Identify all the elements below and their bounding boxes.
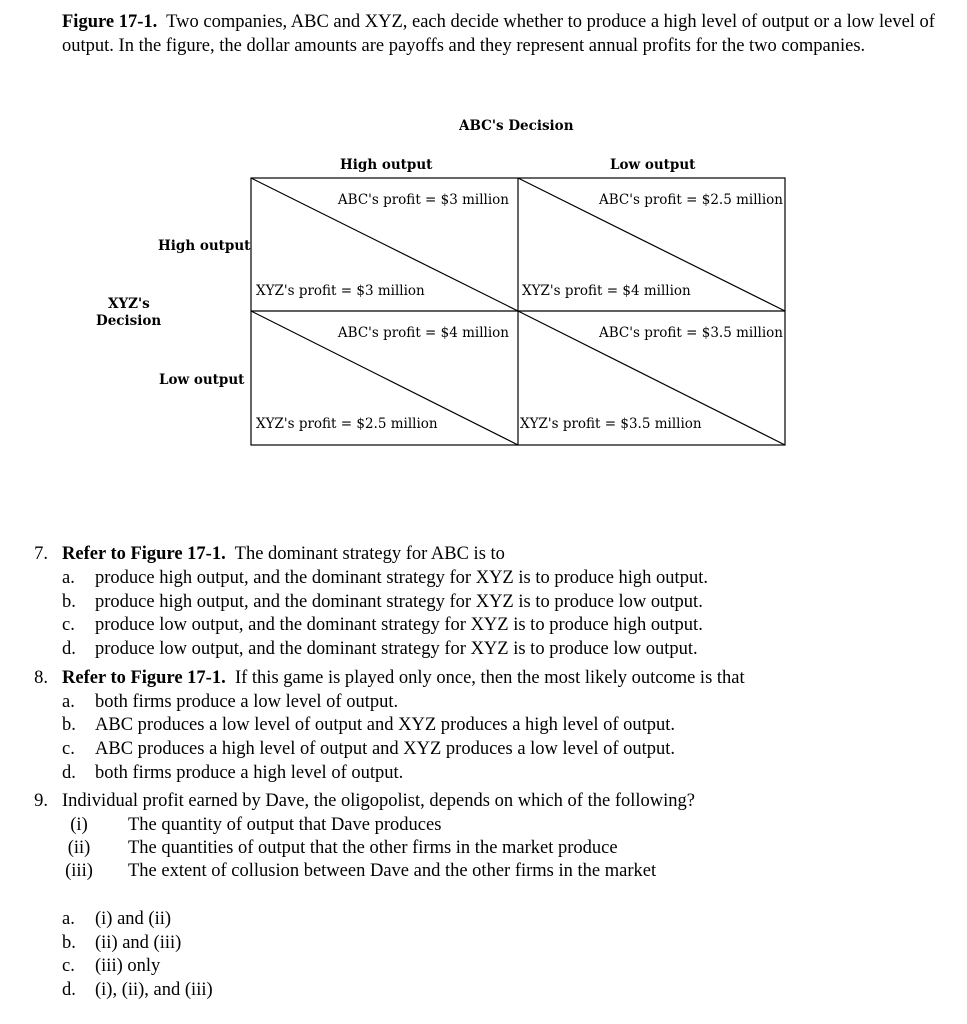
- option-letter: d.: [62, 980, 76, 1000]
- option-letter: d.: [62, 763, 76, 783]
- option-letter: b.: [62, 592, 76, 612]
- row-label-high: High output: [158, 238, 251, 254]
- col-label-low: Low output: [610, 157, 696, 173]
- figure-description: Two companies, ABC and XYZ, each decide whether to produce a high level of output or a low level of output. In the figure, the dollar amounts are payoffs and they represent annual profits for the two companies.: [62, 12, 935, 56]
- cell-hh-xyz: XYZ's profit = $3 million: [256, 283, 425, 299]
- col-header: ABC's Decision: [459, 118, 574, 134]
- question-text: If this game is played only once, then the most likely outcome is that: [234, 668, 745, 688]
- roman-item-label: (ii): [67, 838, 91, 858]
- question-text: The dominant strategy for ABC is to: [234, 544, 505, 564]
- roman-item-text: The quantity of output that Dave produces: [128, 815, 442, 835]
- question-stem: [62, 667, 745, 690]
- question-number: 8.: [34, 668, 48, 688]
- col-label-high: High output: [340, 157, 433, 173]
- cell-lh-xyz: XYZ's profit = $2.5 million: [256, 416, 438, 432]
- question-text: Individual profit earned by Dave, the oligopolist, depends on which of the following?: [62, 791, 695, 811]
- row-label-low: Low output: [159, 372, 245, 388]
- figure-label: Figure 17-1.: [62, 12, 158, 32]
- question-ref: Refer to Figure 17-1.: [62, 668, 226, 688]
- row-header-line2: Decision: [96, 313, 162, 329]
- question-stem: [62, 543, 505, 566]
- option-text: ABC produces a high level of output and XYZ produces a low level of output.: [95, 739, 676, 759]
- question-number: 7.: [34, 544, 48, 564]
- roman-item-label: (i): [70, 815, 88, 835]
- row-header-line1: XYZ's: [108, 296, 150, 312]
- option-text: (i) and (ii): [95, 909, 172, 929]
- option-letter: b.: [62, 933, 76, 953]
- cell-hl-abc: ABC's profit = $2.5 million: [599, 192, 783, 208]
- cell-lh-abc: ABC's profit = $4 million: [337, 325, 509, 341]
- option-text: produce high output, and the dominant strategy for XYZ is to produce high output.: [95, 568, 708, 588]
- option-letter: c.: [62, 956, 75, 976]
- option-text: produce low output, and the dominant strategy for XYZ is to produce high output.: [95, 615, 703, 635]
- option-letter: a.: [62, 909, 75, 929]
- option-letter: c.: [62, 615, 75, 635]
- option-text: both firms produce a low level of output.: [95, 692, 399, 712]
- option-text: produce low output, and the dominant strategy for XYZ is to produce low output.: [95, 639, 698, 659]
- cell-ll-abc: ABC's profit = $3.5 million: [599, 325, 783, 341]
- option-text: both firms produce a high level of output.: [95, 763, 404, 783]
- option-letter: d.: [62, 639, 76, 659]
- option-text: (iii) only: [95, 956, 161, 976]
- cell-ll-xyz: XYZ's profit = $3.5 million: [520, 416, 702, 432]
- option-letter: c.: [62, 739, 75, 759]
- roman-item-text: The extent of collusion between Dave and the other firms in the market: [128, 861, 657, 881]
- option-text: produce high output, and the dominant strategy for XYZ is to produce low output.: [95, 592, 703, 612]
- option-letter: a.: [62, 692, 75, 712]
- cell-hh-abc: ABC's profit = $3 million: [337, 192, 509, 208]
- roman-item-text: The quantities of output that the other firms in the market produce: [128, 838, 618, 858]
- matrix-grid: [0, 0, 967, 460]
- option-text: (i), (ii), and (iii): [95, 980, 213, 1000]
- cell-hl-xyz: XYZ's profit = $4 million: [522, 283, 691, 299]
- option-text: (ii) and (iii): [95, 933, 182, 953]
- roman-item-label: (iii): [65, 861, 93, 881]
- question-number: 9.: [34, 791, 48, 811]
- option-letter: a.: [62, 568, 75, 588]
- question-ref: Refer to Figure 17-1.: [62, 544, 226, 564]
- option-letter: b.: [62, 715, 76, 735]
- option-text: ABC produces a low level of output and XYZ produces a high level of output.: [95, 715, 676, 735]
